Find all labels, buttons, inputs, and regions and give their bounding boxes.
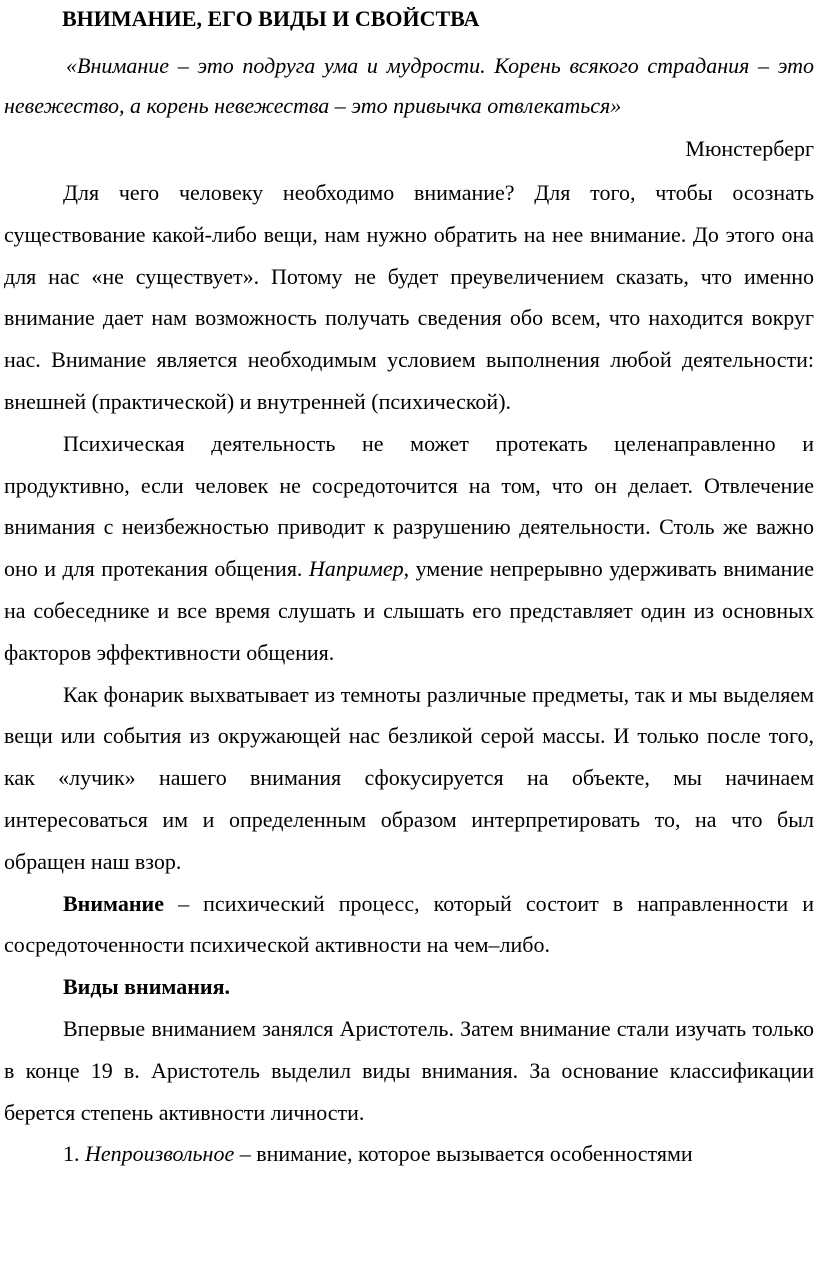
list-term: Непроизвольное	[85, 1141, 235, 1167]
definition-term: Внимание	[63, 890, 164, 916]
paragraph-flashlight-metaphor: Как фонарик выхватывает из темноты различные предметы, так и мы выделяем вещи или события из окружающей нас безликой серой массы. И только после того, как «лучик» нашего внимания сфокусируется на объекте, мы начинаем интересоваться им и определенным образом интерпретировать то, на что был обращен наш взор.	[4, 681, 814, 874]
list-item-involuntary	[4, 1133, 814, 1175]
list-number: 1.	[63, 1141, 85, 1167]
list-text: – внимание, которое вызывается особенностями	[234, 1141, 693, 1167]
section-subheading	[4, 966, 814, 1008]
paragraph-text: , умение непрерывно удерживать внимание на собеседнике и все время слушать и слышать его представляет один из основных факторов эффективности общения.	[4, 556, 814, 665]
paragraph-aristotle: Впервые вниманием занялся Аристотель. Затем внимание стали изучать только в конце 19 в. Аристотель выделил виды внимания. За основание классификации берется степень активности личности.	[4, 1015, 814, 1125]
paragraph-psychic-activity	[4, 423, 814, 674]
paragraph-definition	[4, 883, 814, 967]
example-marker: Например	[308, 556, 404, 582]
subheading-text: Виды внимания.	[63, 974, 230, 1000]
definition-text: – психический процесс, который состоит в направленности и сосредоточенности психической активности на чем–либо.	[4, 890, 814, 958]
paragraph-text: Психическая деятельность не может протекать целенаправленно и продуктивно, если человек не сосредоточится на том, что он делает. Отвлечение внимания с неизбежностью приводит к разрушению деятельности. Столь же важно оно и для протекания общения.	[4, 430, 814, 582]
paragraph-purpose-of-attention: Для чего человеку необходимо внимание? Для того, чтобы осознать существование какой-либо вещи, нам нужно обратить на нее внимание. До этого она для нас «не существует». Потому не будет преувеличением сказать, что именно внимание дает нам возможность получать сведения обо всем, что находится вокруг нас. Внимание является необходимым условием выполнения любой деятельности: внешней (практической) и внутренней (психической).	[4, 180, 814, 414]
epigraph-quote: «Внимание – это подруга ума и мудрости. Корень всякого страдания – это невежество, а корень невежества – это привычка отвлекаться»	[4, 53, 814, 118]
epigraph-author: Мюнстерберг	[685, 136, 814, 161]
document-title: ВНИМАНИЕ, ЕГО ВИДЫ И СВОЙСТВА	[62, 6, 480, 31]
